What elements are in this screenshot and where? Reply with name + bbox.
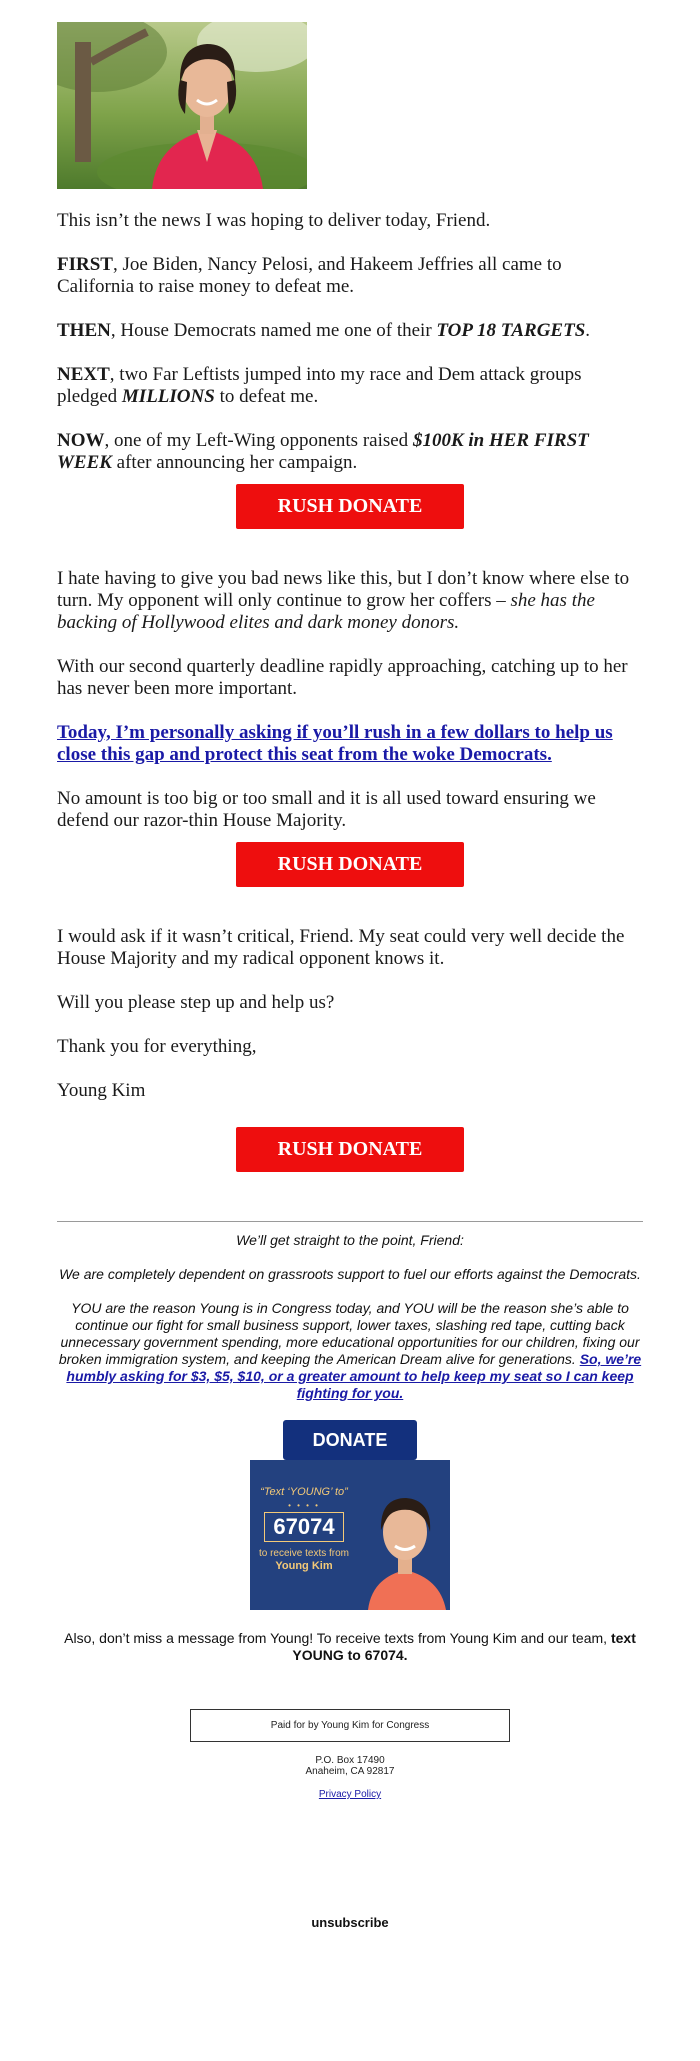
- sms-text: Also, don’t miss a message from Young! To receive texts from Young Kim and our team,: [64, 1630, 611, 1646]
- then-emphasis: TOP 18 TARGETS: [436, 320, 586, 341]
- footer-dependent: We are completely dependent on grassroots support to fuel our efforts against the Democrats.: [59, 1266, 641, 1282]
- footer-appeal: [57, 1300, 643, 1402]
- first-lead: FIRST: [57, 254, 113, 275]
- bad-news-paragraph: [57, 568, 643, 634]
- first-paragraph: [57, 254, 643, 298]
- promo-number: 67074: [264, 1512, 343, 1542]
- thanks-paragraph: Thank you for everything,: [57, 1036, 257, 1057]
- signature: Young Kim: [57, 1080, 146, 1101]
- footer-intro: We’ll get straight to the point, Friend:: [236, 1232, 464, 1248]
- promo-dots: • • • •: [288, 1501, 320, 1510]
- first-text: , Joe Biden, Nancy Pelosi, and Hakeem Jeffries all came to California to raise money to defeat me.: [57, 254, 562, 297]
- next-end: to defeat me.: [214, 386, 319, 407]
- paid-for-box: Paid for by Young Kim for Congress: [190, 1709, 510, 1742]
- bad-news-text: I hate having to give you bad news like this, but I don’t know where else to turn. My opponent will only continue to grow her coffers –: [57, 568, 630, 611]
- bad-news-emphasis: she has the backing of Hollywood elites and dark money donors.: [57, 590, 595, 633]
- sms-bold: text YOUNG to 67074.: [292, 1630, 636, 1663]
- address: [57, 1755, 643, 1777]
- sms-paragraph: [57, 1630, 643, 1664]
- rush-donate-button-1[interactable]: RUSH DONATE HERE: [236, 484, 464, 529]
- now-paragraph: [57, 430, 643, 474]
- ask-link[interactable]: Today, I’m personally asking if you’ll rush in a few dollars to help us close this gap and protect this seat from the woke Democrats.: [57, 722, 613, 765]
- text-promo-banner[interactable]: [250, 1460, 450, 1610]
- now-text: , one of my Left-Wing opponents raised: [104, 430, 413, 451]
- footer-appeal-link[interactable]: So, we’re humbly asking for $3, $5, $10, or a greater amount to help keep my seat so I can keep fighting for you.: [66, 1351, 642, 1401]
- promo-quote: “Text ‘YOUNG’ to”: [260, 1486, 348, 1498]
- rush-donate-button-3[interactable]: RUSH DONATE HERE: [236, 1127, 464, 1172]
- then-end: .: [585, 320, 591, 341]
- rush-donate-button-2[interactable]: RUSH DONATE HERE: [236, 842, 464, 887]
- next-text: , two Far Leftists jumped into my race and Dem attack groups pledged: [57, 364, 582, 407]
- hero-photo: [57, 22, 307, 189]
- next-paragraph: [57, 364, 643, 408]
- now-end: after announcing her campaign.: [111, 452, 358, 473]
- now-emphasis: $100K in HER FIRST WEEK: [57, 430, 589, 473]
- address-line-1: P.O. Box 17490: [315, 1755, 385, 1766]
- footer-appeal-text: YOU are the reason Young is in Congress today, and YOU will be the reason she’s able to continue our fight for small business support, lower taxes, slashing red tape, cutting back unnecessary government spending, more educational opportunities for our children, fixing our broken immigration system, and keeping the American Dream alive for generations.: [58, 1300, 640, 1367]
- amount-paragraph: No amount is too big or too small and it is all used toward ensuring we defend our razor-thin House Majority.: [57, 788, 596, 831]
- next-emphasis: MILLIONS: [121, 386, 215, 407]
- then-lead: THEN: [57, 320, 111, 341]
- critical-paragraph: I would ask if it wasn’t critical, Friend. My seat could very well decide the House Majority and my radical opponent knows it.: [57, 926, 625, 969]
- next-lead: NEXT: [57, 364, 110, 385]
- donate-button[interactable]: DONATE: [283, 1420, 417, 1460]
- step-up-paragraph: Will you please step up and help us?: [57, 992, 335, 1013]
- ask-paragraph: [57, 722, 643, 766]
- unsubscribe-link[interactable]: unsubscribe: [311, 1915, 389, 1930]
- deadline-paragraph: With our second quarterly deadline rapidly approaching, catching up to her has never been more important.: [57, 656, 628, 699]
- privacy-policy-link[interactable]: Privacy Policy: [318, 1789, 382, 1800]
- intro-paragraph: This isn’t the news I was hoping to deliver today, Friend.: [57, 210, 491, 231]
- promo-name: Young Kim: [275, 1560, 333, 1572]
- promo-subtext: to receive texts from: [258, 1548, 350, 1559]
- now-lead: NOW: [57, 430, 105, 451]
- address-line-2: Anaheim, CA 92817: [305, 1766, 395, 1777]
- then-paragraph: [57, 320, 643, 342]
- then-text: , House Democrats named me one of their: [110, 320, 437, 341]
- promo-text-block: [250, 1486, 358, 1572]
